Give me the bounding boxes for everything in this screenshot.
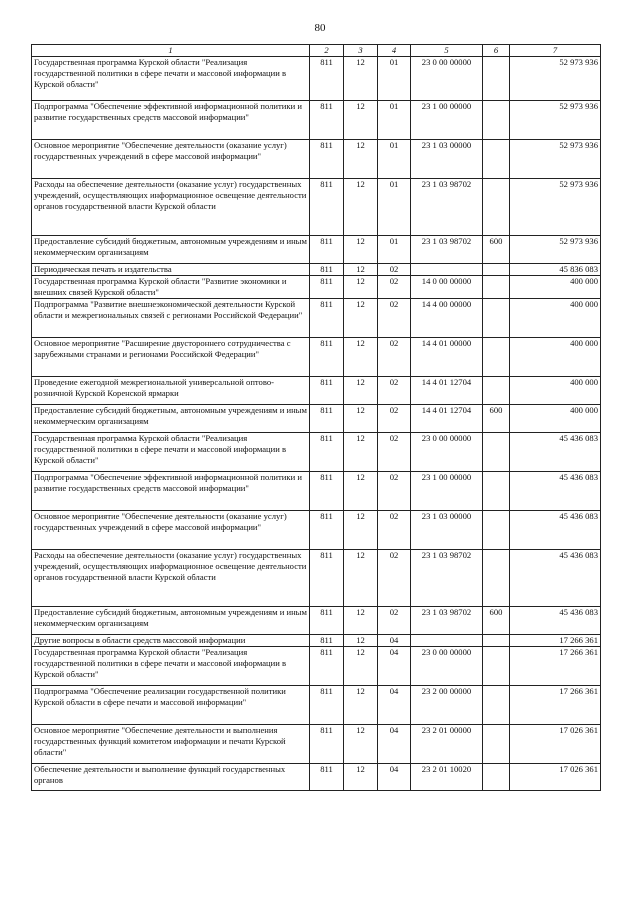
row-col-7: 52 973 936 [510, 140, 601, 179]
row-col-3: 12 [344, 57, 378, 101]
row-col-6 [483, 57, 510, 101]
row-col-4: 02 [378, 607, 411, 635]
table-row [32, 647, 601, 686]
row-col-4: 02 [378, 472, 411, 511]
row-col-6 [483, 511, 510, 550]
row-col-3: 12 [344, 276, 378, 299]
table-row [32, 764, 601, 791]
row-col-5: 14 4 01 12704 [411, 405, 483, 433]
table-row [32, 236, 601, 264]
header-col-5: 5 [411, 45, 483, 57]
row-col-3: 12 [344, 635, 378, 647]
row-col-4: 04 [378, 635, 411, 647]
row-col-6 [483, 338, 510, 377]
row-col-6 [483, 647, 510, 686]
row-col-2: 811 [310, 179, 344, 236]
row-col-3: 12 [344, 377, 378, 405]
row-col-4: 01 [378, 101, 411, 140]
row-col-3: 12 [344, 511, 378, 550]
row-col-7: 52 973 936 [510, 236, 601, 264]
row-col-6 [483, 140, 510, 179]
row-col-7: 17 266 361 [510, 686, 601, 725]
row-description: Подпрограмма "Развитие внешнеэкономической деятельности Курской области и межрегиональных связей с регионами Российской Федерации" [32, 299, 310, 338]
row-col-5: 23 0 00 00000 [411, 57, 483, 101]
table-row [32, 140, 601, 179]
row-col-4: 02 [378, 264, 411, 276]
row-description: Обеспечение деятельности и выполнение функций государственных органов [32, 764, 310, 791]
row-col-7: 17 266 361 [510, 635, 601, 647]
row-col-3: 12 [344, 472, 378, 511]
header-col-6: 6 [483, 45, 510, 57]
row-col-3: 12 [344, 647, 378, 686]
row-col-7: 45 436 083 [510, 472, 601, 511]
row-col-2: 811 [310, 725, 344, 764]
row-col-4: 01 [378, 140, 411, 179]
row-col-5: 14 4 00 00000 [411, 299, 483, 338]
row-col-4: 02 [378, 276, 411, 299]
row-col-5: 14 4 01 00000 [411, 338, 483, 377]
row-description: Основное мероприятие "Расширение двустороннего сотрудничества с зарубежными странами и регионами Российской Федерации" [32, 338, 310, 377]
row-col-5: 23 1 03 98702 [411, 179, 483, 236]
row-col-4: 02 [378, 338, 411, 377]
header-col-3: 3 [344, 45, 378, 57]
row-description: Основное мероприятие "Обеспечение деятельности и выполнения государственных функций комитетом информации и печати Курской области" [32, 725, 310, 764]
header-col-2: 2 [310, 45, 344, 57]
row-col-5: 23 0 00 00000 [411, 647, 483, 686]
table-row [32, 511, 601, 550]
header-row [32, 45, 601, 57]
row-col-7: 400 000 [510, 405, 601, 433]
row-col-2: 811 [310, 764, 344, 791]
row-description: Подпрограмма "Обеспечение реализации государственной политики Курской области в сфере печати и массовой информации" [32, 686, 310, 725]
row-col-5: 23 1 03 98702 [411, 550, 483, 607]
row-col-4: 02 [378, 299, 411, 338]
row-col-2: 811 [310, 647, 344, 686]
row-col-4: 02 [378, 433, 411, 472]
row-description: Расходы на обеспечение деятельности (оказание услуг) государственных учреждений, осуществляющих информационное освещение деятельности органов государственной власти Курской области [32, 550, 310, 607]
row-col-4: 02 [378, 511, 411, 550]
row-col-3: 12 [344, 101, 378, 140]
row-col-4: 04 [378, 725, 411, 764]
row-col-2: 811 [310, 607, 344, 635]
row-description: Государственная программа Курской области "Реализация государственной политики в сфере печати и массовой информации в Курской области" [32, 433, 310, 472]
row-col-3: 12 [344, 550, 378, 607]
row-description: Основное мероприятие "Обеспечение деятельности (оказание услуг) государственных учреждений в сфере массовой информации" [32, 140, 310, 179]
row-col-6 [483, 635, 510, 647]
row-col-6 [483, 764, 510, 791]
row-description: Предоставление субсидий бюджетным, автономным учреждениям и иным некоммерческим организациям [32, 405, 310, 433]
row-col-2: 811 [310, 405, 344, 433]
row-col-7: 45 436 083 [510, 511, 601, 550]
row-col-5: 14 4 01 12704 [411, 377, 483, 405]
row-description: Подпрограмма "Обеспечение эффективной информационной политики и развитие государственных средств массовой информации" [32, 101, 310, 140]
row-col-5: 23 2 01 10020 [411, 764, 483, 791]
row-col-7: 400 000 [510, 338, 601, 377]
row-col-6 [483, 377, 510, 405]
table-row [32, 725, 601, 764]
row-col-7: 45 436 083 [510, 550, 601, 607]
row-col-2: 811 [310, 264, 344, 276]
row-col-3: 12 [344, 140, 378, 179]
row-col-4: 02 [378, 405, 411, 433]
row-col-4: 04 [378, 764, 411, 791]
row-col-3: 12 [344, 433, 378, 472]
row-col-2: 811 [310, 433, 344, 472]
row-col-2: 811 [310, 299, 344, 338]
row-col-2: 811 [310, 57, 344, 101]
row-col-6 [483, 101, 510, 140]
row-description: Предоставление субсидий бюджетным, автономным учреждениям и иным некоммерческим организациям [32, 236, 310, 264]
row-col-7: 400 000 [510, 377, 601, 405]
row-col-5: 23 2 00 00000 [411, 686, 483, 725]
row-col-6: 600 [483, 236, 510, 264]
row-col-2: 811 [310, 377, 344, 405]
row-description: Государственная программа Курской области "Реализация государственной политики в сфере печати и массовой информации в Курской области" [32, 57, 310, 101]
row-col-7: 52 973 936 [510, 101, 601, 140]
row-col-7: 17 026 361 [510, 725, 601, 764]
row-col-2: 811 [310, 276, 344, 299]
row-col-5: 23 1 03 00000 [411, 511, 483, 550]
row-description: Периодическая печать и издательства [32, 264, 310, 276]
row-description: Проведение ежегодной межрегиональной универсальной оптово-розничной Курской Коренской ярмарки [32, 377, 310, 405]
table-row [32, 276, 601, 299]
row-col-2: 811 [310, 236, 344, 264]
row-col-6: 600 [483, 607, 510, 635]
table-row [32, 550, 601, 607]
row-col-3: 12 [344, 725, 378, 764]
table-row [32, 377, 601, 405]
row-description: Государственная программа Курской области "Реализация государственной политики в сфере печати и массовой информации в Курской области" [32, 647, 310, 686]
row-col-5: 23 1 03 98702 [411, 607, 483, 635]
row-col-7: 45 836 083 [510, 264, 601, 276]
header-col-4: 4 [378, 45, 411, 57]
table-row [32, 472, 601, 511]
table-row [32, 57, 601, 101]
row-col-7: 52 973 936 [510, 179, 601, 236]
row-col-3: 12 [344, 179, 378, 236]
row-col-6 [483, 179, 510, 236]
row-col-5: 23 0 00 00000 [411, 433, 483, 472]
table-row [32, 338, 601, 377]
row-col-6 [483, 276, 510, 299]
row-col-6 [483, 725, 510, 764]
row-col-3: 12 [344, 764, 378, 791]
row-description: Подпрограмма "Обеспечение эффективной информационной политики и развитие государственных средств массовой информации" [32, 472, 310, 511]
row-description: Предоставление субсидий бюджетным, автономным учреждениям и иным некоммерческим организациям [32, 607, 310, 635]
row-col-6 [483, 299, 510, 338]
row-col-5: 23 2 01 00000 [411, 725, 483, 764]
budget-table [31, 44, 601, 791]
row-col-5 [411, 264, 483, 276]
row-col-3: 12 [344, 236, 378, 264]
row-col-2: 811 [310, 550, 344, 607]
table-row [32, 101, 601, 140]
row-col-6 [483, 433, 510, 472]
row-description: Основное мероприятие "Обеспечение деятельности (оказание услуг) государственных учреждений в сфере массовой информации" [32, 511, 310, 550]
row-col-5: 23 1 00 00000 [411, 101, 483, 140]
row-col-7: 17 266 361 [510, 647, 601, 686]
row-col-4: 01 [378, 179, 411, 236]
row-col-2: 811 [310, 472, 344, 511]
row-col-2: 811 [310, 686, 344, 725]
row-col-2: 811 [310, 140, 344, 179]
row-description: Государственная программа Курской области "Развитие экономики и внешних связей Курской области" [32, 276, 310, 299]
header-col-1: 1 [32, 45, 310, 57]
row-col-5: 23 1 03 00000 [411, 140, 483, 179]
row-col-3: 12 [344, 338, 378, 377]
table-row [32, 635, 601, 647]
table-row [32, 607, 601, 635]
header-col-7: 7 [510, 45, 601, 57]
row-col-3: 12 [344, 405, 378, 433]
row-description: Расходы на обеспечение деятельности (оказание услуг) государственных учреждений, осуществляющих информационное освещение деятельности органов государственной власти Курской области [32, 179, 310, 236]
row-col-5: 14 0 00 00000 [411, 276, 483, 299]
row-col-5 [411, 635, 483, 647]
row-col-3: 12 [344, 264, 378, 276]
row-col-4: 04 [378, 686, 411, 725]
table-row [32, 405, 601, 433]
row-col-7: 45 436 083 [510, 433, 601, 472]
row-col-7: 17 026 361 [510, 764, 601, 791]
table-row [32, 433, 601, 472]
table-row [32, 686, 601, 725]
table-row [32, 264, 601, 276]
row-col-2: 811 [310, 338, 344, 377]
row-col-5: 23 1 03 98702 [411, 236, 483, 264]
row-col-2: 811 [310, 635, 344, 647]
row-description: Другие вопросы в области средств массовой информации [32, 635, 310, 647]
row-col-2: 811 [310, 511, 344, 550]
row-col-6: 600 [483, 405, 510, 433]
row-col-6 [483, 264, 510, 276]
row-col-4: 02 [378, 550, 411, 607]
row-col-4: 01 [378, 57, 411, 101]
row-col-7: 400 000 [510, 276, 601, 299]
row-col-4: 02 [378, 377, 411, 405]
row-col-6 [483, 472, 510, 511]
row-col-5: 23 1 00 00000 [411, 472, 483, 511]
row-col-6 [483, 550, 510, 607]
page-number: 80 [314, 22, 326, 34]
row-col-2: 811 [310, 101, 344, 140]
row-col-7: 45 436 083 [510, 607, 601, 635]
table-row [32, 179, 601, 236]
row-col-3: 12 [344, 686, 378, 725]
table-row [32, 299, 601, 338]
row-col-7: 400 000 [510, 299, 601, 338]
row-col-3: 12 [344, 299, 378, 338]
row-col-6 [483, 686, 510, 725]
row-col-7: 52 973 936 [510, 57, 601, 101]
row-col-4: 01 [378, 236, 411, 264]
row-col-4: 04 [378, 647, 411, 686]
row-col-3: 12 [344, 607, 378, 635]
